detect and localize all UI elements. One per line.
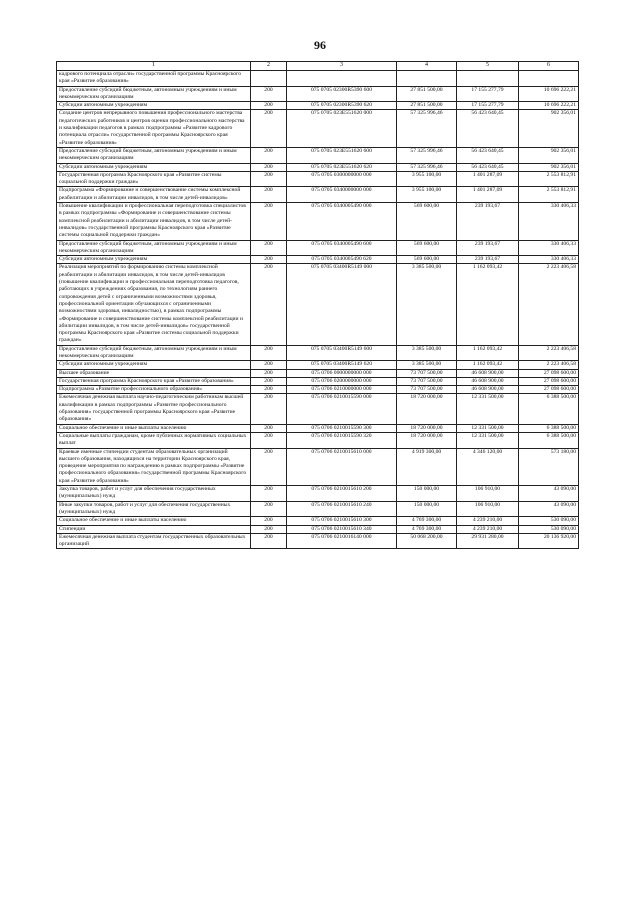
row-code: 200 — [251, 448, 287, 485]
row-executed-amount: 46 608 900,00 — [457, 369, 519, 377]
row-executed-amount: 4 346 120,00 — [457, 448, 519, 485]
row-remaining-amount: 530 090,00 — [519, 517, 579, 525]
row-remaining-amount: 27 098 600,00 — [519, 386, 579, 394]
row-description: Предоставление субсидий бюджетным, автономным учреждениям и иным некоммерческим организациям — [57, 147, 251, 163]
row-code: 200 — [251, 377, 287, 385]
row-executed-amount: 56 423 640,45 — [457, 147, 519, 163]
row-classification-code: 075 0706 0210000000 000 — [287, 386, 397, 394]
row-approved-amount: 4 769 300,00 — [397, 517, 457, 525]
row-code: 200 — [251, 533, 287, 549]
row-remaining-amount: 330 406,33 — [519, 203, 579, 240]
row-approved-amount: 4 769 300,00 — [397, 525, 457, 533]
table-row — [57, 147, 579, 163]
row-approved-amount: 27 851 500,00 — [397, 102, 457, 110]
row-code: 200 — [251, 240, 287, 256]
row-description: Социальное обеспечение и иные выплаты населению — [57, 517, 251, 525]
row-code: 200 — [251, 171, 287, 187]
row-classification-code — [287, 71, 397, 87]
page-number: 96 — [314, 38, 326, 52]
row-classification-code: 075 0706 0210015590 320 — [287, 432, 397, 448]
row-remaining-amount: 2 223 406,58 — [519, 361, 579, 369]
row-classification-code: 075 0705 03400R5149 620 — [287, 361, 397, 369]
row-description: Предоставление субсидий бюджетным, автономным учреждениям и иным некоммерческим организациям — [57, 345, 251, 361]
table-row — [57, 203, 579, 240]
row-approved-amount — [397, 71, 457, 87]
table-row — [57, 432, 579, 448]
row-classification-code: 075 0705 023E551620 000 — [287, 110, 397, 147]
row-executed-amount — [457, 71, 519, 87]
row-classification-code: 075 0706 0210015590 300 — [287, 424, 397, 432]
row-code: 200 — [251, 102, 287, 110]
row-classification-code: 075 0706 0210015610 340 — [287, 525, 397, 533]
row-classification-code: 075 0706 0210015610 240 — [287, 501, 397, 517]
row-classification-code: 075 0705 023E551620 600 — [287, 147, 397, 163]
row-code: 200 — [251, 147, 287, 163]
row-approved-amount: 57 325 996,46 — [397, 110, 457, 147]
table-header-row — [57, 62, 579, 71]
table-row — [57, 102, 579, 110]
column-header: 6 — [519, 62, 579, 71]
table-row — [57, 240, 579, 256]
row-approved-amount: 57 325 996,46 — [397, 163, 457, 171]
column-header: 4 — [397, 62, 457, 71]
row-classification-code: 075 0706 0000000000 000 — [287, 369, 397, 377]
row-approved-amount: 150 000,00 — [397, 486, 457, 502]
row-remaining-amount: 902 356,01 — [519, 163, 579, 171]
row-classification-code: 075 0705 02300R5390 620 — [287, 102, 397, 110]
row-remaining-amount — [519, 71, 579, 87]
row-code: 200 — [251, 394, 287, 424]
row-classification-code: 075 0705 03400R5149 600 — [287, 345, 397, 361]
row-executed-amount: 4 239 210,00 — [457, 525, 519, 533]
table-row — [57, 486, 579, 502]
row-remaining-amount: 27 098 600,00 — [519, 369, 579, 377]
row-executed-amount: 46 608 900,00 — [457, 386, 519, 394]
row-approved-amount: 3 955 100,00 — [397, 187, 457, 203]
table-row — [57, 163, 579, 171]
table-row — [57, 448, 579, 485]
row-code: 200 — [251, 424, 287, 432]
row-code: 200 — [251, 486, 287, 502]
row-classification-code: 075 0705 03400R5149 000 — [287, 264, 397, 345]
row-executed-amount: 46 608 900,00 — [457, 377, 519, 385]
row-description: Субсидии автономным учреждениям — [57, 102, 251, 110]
row-approved-amount: 3 385 500,00 — [397, 345, 457, 361]
row-description: Государственная программа Красноярского края «Развитие системы социальной поддержки граждан» — [57, 171, 251, 187]
row-approved-amount: 3 385 500,00 — [397, 361, 457, 369]
table-row — [57, 386, 579, 394]
table-row — [57, 525, 579, 533]
row-approved-amount: 73 707 500,00 — [397, 377, 457, 385]
row-description: Подпрограмма «Развитие профессионального образования» — [57, 386, 251, 394]
row-classification-code: 075 0706 0200000000 000 — [287, 377, 397, 385]
row-description: Реализация мероприятий по формированию системы комплексной реабилитации и абилитации инвалидов, в том числе детей-инвалидов (повышение квалификации и профессиональная переподготовка педагогов, работающих в учреждениях образования, по технологиям раннего сопровождения детей с ограниченными возможностями здоровья, профессиональной ориентации обучающихся с ограниченными возможностями здоровья, инвалидностью), в рамках подпрограммы «Формирование и совершенствование системы комплексной реабилитации и абилитации инвалидов, в том числе детей-инвалидов» государственной программы Красноярского края «Развитие системы социальной поддержки граждан» — [57, 264, 251, 345]
column-header: 3 — [287, 62, 397, 71]
row-description: Создание центров непрерывного повышения профессионального мастерства педагогических работников и центров оценки профессионального мастерства и квалификации педагогов в рамках подпрограммы «Развитие кадрового потенциала отрасли» государственной программы Красноярского края «Развитие образования» — [57, 110, 251, 147]
row-description: Ежемесячная денежная выплата студентам государственных образовательных организаций — [57, 533, 251, 549]
row-approved-amount: 569 600,00 — [397, 203, 457, 240]
row-approved-amount: 73 707 500,00 — [397, 386, 457, 394]
row-classification-code: 075 0705 0340000000 000 — [287, 187, 397, 203]
row-classification-code: 075 0705 02300R5390 600 — [287, 86, 397, 102]
row-code: 200 — [251, 386, 287, 394]
row-classification-code: 075 0705 0340005490 000 — [287, 203, 397, 240]
row-remaining-amount: 6 388 500,00 — [519, 432, 579, 448]
row-description: Иные закупки товаров, работ и услуг для обеспечения государственных (муниципальных) нужд — [57, 501, 251, 517]
row-remaining-amount: 27 098 600,00 — [519, 377, 579, 385]
budget-table — [56, 61, 579, 549]
budget-table-body — [57, 62, 579, 549]
row-remaining-amount: 530 090,00 — [519, 525, 579, 533]
table-row — [57, 394, 579, 424]
row-code: 200 — [251, 86, 287, 102]
row-description: Государственная программа Красноярского края «Развитие образования» — [57, 377, 251, 385]
row-executed-amount: 106 910,00 — [457, 501, 519, 517]
row-description: Субсидии автономным учреждениям — [57, 256, 251, 264]
table-row — [57, 171, 579, 187]
table-row — [57, 517, 579, 525]
row-code: 200 — [251, 264, 287, 345]
row-remaining-amount: 2 223 406,58 — [519, 345, 579, 361]
row-remaining-amount: 573 180,00 — [519, 448, 579, 485]
row-executed-amount: 17 155 277,79 — [457, 102, 519, 110]
row-remaining-amount: 10 696 222,21 — [519, 102, 579, 110]
row-executed-amount: 4 239 210,00 — [457, 517, 519, 525]
row-remaining-amount: 330 406,33 — [519, 240, 579, 256]
row-description: Высшее образование — [57, 369, 251, 377]
row-classification-code: 075 0706 0210015590 000 — [287, 394, 397, 424]
row-executed-amount: 12 331 500,00 — [457, 424, 519, 432]
row-executed-amount: 56 423 640,45 — [457, 163, 519, 171]
row-code: 200 — [251, 110, 287, 147]
row-executed-amount: 1 401 287,09 — [457, 171, 519, 187]
table-row — [57, 110, 579, 147]
row-approved-amount: 73 707 500,00 — [397, 369, 457, 377]
column-header: 5 — [457, 62, 519, 71]
row-description: Ежемесячная денежная выплата научно-педагогическим работникам высшей квалификации в рамках подпрограммы «Развитие профессионального образования» государственной программы Красноярского края «Развитие образования» — [57, 394, 251, 424]
row-classification-code: 075 0706 0210015610 300 — [287, 517, 397, 525]
row-description: Подпрограмма «Формирование и совершенствование системы комплексной реабилитации и абилитации инвалидов, в том числе детей-инвалидов» — [57, 187, 251, 203]
row-remaining-amount: 902 356,01 — [519, 147, 579, 163]
row-approved-amount: 3 955 100,00 — [397, 171, 457, 187]
row-executed-amount: 12 331 500,00 — [457, 432, 519, 448]
row-classification-code: 075 0705 0340005490 600 — [287, 240, 397, 256]
row-classification-code: 075 0705 0300000000 000 — [287, 171, 397, 187]
row-approved-amount: 4 919 300,00 — [397, 448, 457, 485]
row-approved-amount: 18 720 000,00 — [397, 394, 457, 424]
row-description: Закупка товаров, работ и услуг для обеспечения государственных (муниципальных) нужд — [57, 486, 251, 502]
row-code: 200 — [251, 432, 287, 448]
row-classification-code: 075 0705 023E551620 620 — [287, 163, 397, 171]
row-executed-amount: 12 331 500,00 — [457, 394, 519, 424]
row-description: Предоставление субсидий бюджетным, автономным учреждениям и иным некоммерческим организациям — [57, 86, 251, 102]
row-code — [251, 71, 287, 87]
row-executed-amount: 106 910,00 — [457, 486, 519, 502]
table-row — [57, 86, 579, 102]
table-row — [57, 369, 579, 377]
table-row — [57, 71, 579, 87]
row-code: 200 — [251, 345, 287, 361]
row-description: Краевые именные стипендии студентам образовательных организаций высшего образования, находящихся на территории Красноярского края, проведение мероприятия по награждению в рамках подпрограммы «Развитие профессионального образования» государственной программы Красноярского края «Развитие образования» — [57, 448, 251, 485]
row-code: 200 — [251, 187, 287, 203]
row-code: 200 — [251, 163, 287, 171]
row-remaining-amount: 2 223 406,58 — [519, 264, 579, 345]
row-executed-amount: 1 162 093,42 — [457, 264, 519, 345]
row-remaining-amount: 902 356,01 — [519, 110, 579, 147]
row-code: 200 — [251, 525, 287, 533]
row-executed-amount: 29 931 280,00 — [457, 533, 519, 549]
row-classification-code: 075 0705 0340005490 620 — [287, 256, 397, 264]
row-code: 200 — [251, 256, 287, 264]
row-remaining-amount: 2 553 812,91 — [519, 171, 579, 187]
table-row — [57, 377, 579, 385]
row-executed-amount: 239 193,67 — [457, 240, 519, 256]
row-approved-amount: 27 851 500,00 — [397, 86, 457, 102]
column-header: 2 — [251, 62, 287, 71]
row-executed-amount: 17 155 277,79 — [457, 86, 519, 102]
table-row — [57, 533, 579, 549]
row-approved-amount: 50 068 200,00 — [397, 533, 457, 549]
row-remaining-amount: 43 090,00 — [519, 486, 579, 502]
row-executed-amount: 1 401 287,09 — [457, 187, 519, 203]
table-row — [57, 187, 579, 203]
row-approved-amount: 150 000,00 — [397, 501, 457, 517]
row-code: 200 — [251, 369, 287, 377]
row-description: Стипендии — [57, 525, 251, 533]
row-remaining-amount: 43 090,00 — [519, 501, 579, 517]
row-executed-amount: 56 423 640,45 — [457, 110, 519, 147]
row-remaining-amount: 330 406,33 — [519, 256, 579, 264]
table-row — [57, 361, 579, 369]
row-code: 200 — [251, 501, 287, 517]
row-executed-amount: 1 162 093,42 — [457, 345, 519, 361]
row-description: Субсидии автономным учреждениям — [57, 163, 251, 171]
row-approved-amount: 57 325 996,46 — [397, 147, 457, 163]
row-classification-code: 075 0706 0210015610 200 — [287, 486, 397, 502]
row-description: кадрового потенциала отрасли» государственной программы Красноярского края «Развитие образования» — [57, 71, 251, 87]
row-remaining-amount: 2 553 812,91 — [519, 187, 579, 203]
row-code: 200 — [251, 517, 287, 525]
row-remaining-amount: 20 136 920,00 — [519, 533, 579, 549]
row-classification-code: 075 0706 0210016140 000 — [287, 533, 397, 549]
row-remaining-amount: 10 696 222,21 — [519, 86, 579, 102]
row-executed-amount: 239 193,67 — [457, 256, 519, 264]
table-row — [57, 345, 579, 361]
row-description: Субсидии автономным учреждениям — [57, 361, 251, 369]
row-approved-amount: 18 720 000,00 — [397, 424, 457, 432]
column-header: 1 — [57, 62, 251, 71]
row-approved-amount: 569 600,00 — [397, 240, 457, 256]
row-remaining-amount: 6 388 500,00 — [519, 424, 579, 432]
table-row — [57, 264, 579, 345]
row-executed-amount: 1 162 093,42 — [457, 361, 519, 369]
row-remaining-amount: 6 388 500,00 — [519, 394, 579, 424]
row-approved-amount: 18 720 000,00 — [397, 432, 457, 448]
row-executed-amount: 239 193,67 — [457, 203, 519, 240]
table-row — [57, 501, 579, 517]
row-approved-amount: 3 385 500,00 — [397, 264, 457, 345]
row-approved-amount: 569 600,00 — [397, 256, 457, 264]
row-code: 200 — [251, 361, 287, 369]
row-description: Социальные выплаты гражданам, кроме публичных нормативных социальных выплат — [57, 432, 251, 448]
row-classification-code: 075 0706 0210015610 000 — [287, 448, 397, 485]
table-row — [57, 256, 579, 264]
row-description: Повышение квалификации и профессиональная переподготовка специалистов в рамках подпрограммы «Формирование и совершенствование системы комплексной реабилитации и абилитации инвалидов, в том числе детей-инвалидов» государственной программы Красноярского края «Развитие системы социальной поддержки граждан» — [57, 203, 251, 240]
table-row — [57, 424, 579, 432]
row-description: Социальное обеспечение и иные выплаты населению — [57, 424, 251, 432]
row-description: Предоставление субсидий бюджетным, автономным учреждениям и иным некоммерческим организациям — [57, 240, 251, 256]
row-code: 200 — [251, 203, 287, 240]
